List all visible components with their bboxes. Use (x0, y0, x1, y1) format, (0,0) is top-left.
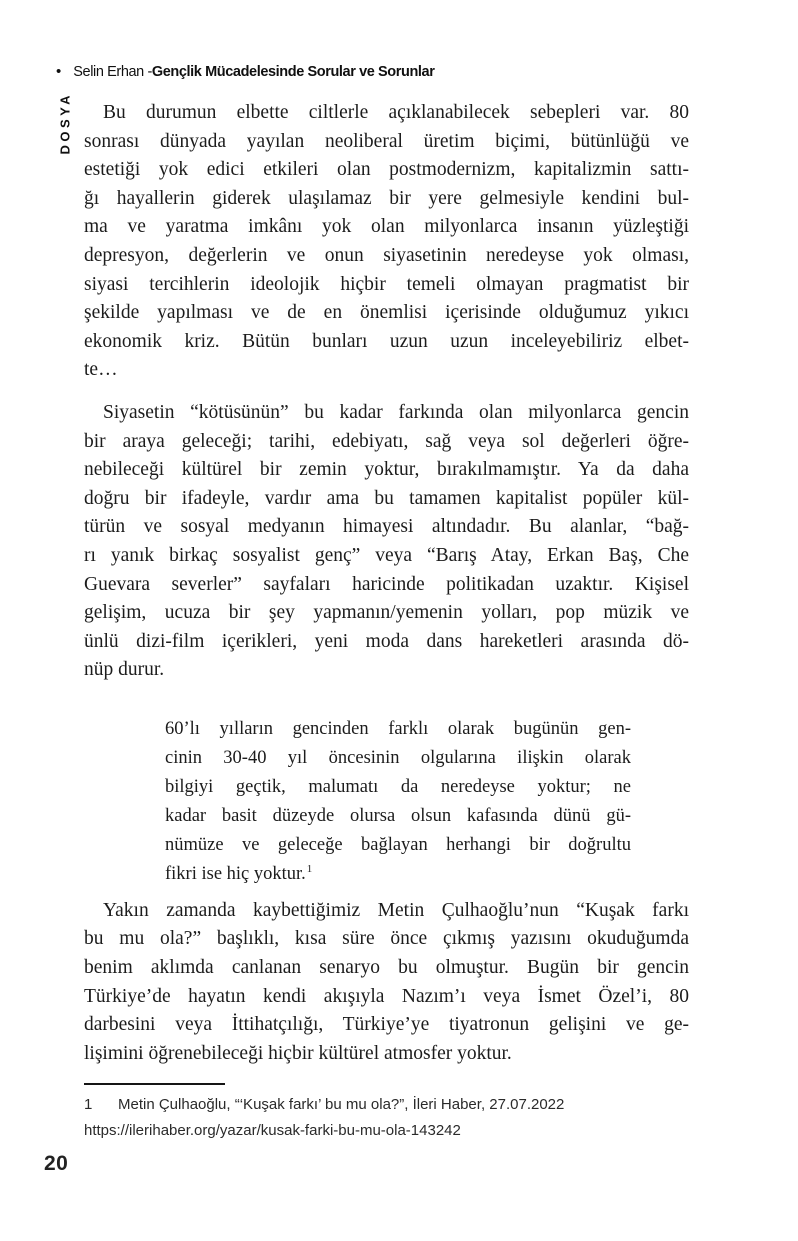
paragraph-2-line-1: Siyasetin “kötüsünün” bu kadar farkında olan milyonlarca gencin (103, 401, 689, 423)
bullet-icon: • (56, 63, 62, 80)
paragraph-1-line-9: ekonomik kriz. Bütün bunları uzun uzun inceleyebiliriz elbet- (84, 330, 689, 352)
paragraph-1-line-2: sonrası dünyada yayılan neoliberal üretim biçimi, bütünlüğü ve (84, 130, 689, 152)
footnote-reference-marker: 1 (306, 862, 313, 875)
paragraph-2-line-2: bir araya geleceği; tarihi, edebiyatı, sağ veya sol değerleri öğre- (84, 430, 689, 452)
paragraph-1-line-3: estetiği yok edici etkileri olan postmodernizm, kapitalizmin sattı- (84, 159, 689, 181)
footnote-number: 1 (84, 1096, 93, 1113)
block-quote-line-1: 60’lı yılların gencinden farklı olarak bugünün gen- (165, 718, 631, 739)
paragraph-1-line-10: te… (84, 359, 118, 381)
body-text-column (84, 99, 689, 1082)
footnote-url: https://ilerihaber.org/yazar/kusak-farki-bu-mu-ola-143242 (84, 1121, 461, 1139)
paragraph-1-line-1: Bu durumun elbette ciltlerle açıklanabilecek sebepleri var. 80 (103, 102, 689, 123)
paragraph-2-line-4: doğru bir ifadeyle, vardır ama bu tamamen kapitalist popüler kül- (84, 487, 689, 509)
section-side-label: DOSYA (57, 91, 73, 155)
block-quote-line-3: bilgiyi geçtik, malumatı da neredeyse yoktur; ne (165, 776, 631, 797)
paragraph-3-line-4: Türkiye’de hayatın kendi akışıyla Nazım’ı veya İsmet Özel’i, 80 (84, 985, 689, 1007)
paragraph-3-line-3: benim aklımda canlanan senaryo bu olmuştur. Bugün bir gencin (84, 957, 689, 979)
paragraph-2-line-8: gelişim, ucuza bir şey yapmanın/yemenin yolları, pop müzik ve (84, 602, 689, 624)
paragraph-3-line-5: darbesini veya İttihatçılığı, Türkiye’ye tiyatronun gelişini ve ge- (84, 1014, 689, 1036)
paragraph-2-line-3: nebileceği kültürel bir zemin yoktur, bırakılmamıştır. Ya da daha (84, 459, 689, 481)
page-number: 20 (44, 1152, 69, 1175)
block-quote-line-5: nümüze ve geleceğe bağlayan herhangi bir doğrultu (165, 834, 631, 855)
running-header (56, 63, 434, 80)
footnote-text: Metin Çulhaoğlu, “‘Kuşak farkı’ bu mu ola?”, İleri Haber, 27.07.2022 (118, 1096, 565, 1113)
paragraph-1-line-6: depresyon, değerlerin ve onun siyasetinin neredeyse yok olması, (84, 244, 689, 266)
block-quote-line-4: kadar basit düzeyde olursa olsun kafasında dünü gü- (165, 805, 631, 826)
paragraph-2 (84, 399, 689, 685)
paragraph-3-line-1: Yakın zamanda kaybettiğimiz Metin Çulhaoğlu’nun “Kuşak farkı (103, 899, 689, 921)
paragraph-1-line-5: ma ve yaratma imkânı yok olan milyonlarca insanın yüzleştiği (84, 216, 689, 238)
footnote-entry (84, 1092, 704, 1118)
header-article-title: Gençlik Mücadelesinde Sorular ve Sorunlar (151, 63, 435, 80)
paragraph-1-line-4: ğı hayallerin giderek ulaşılamaz bir yere gelmesiyle kendini bul- (84, 187, 689, 209)
paragraph-1-line-7: siyasi tercihlerin ideolojik hiçbir temeli olmayan pragmatist bir (84, 273, 689, 295)
footnote-separator-rule (84, 1083, 225, 1085)
paragraph-2-line-7: Guevara severler” sayfaları haricinde politikadan uzaktır. Kişisel (84, 573, 689, 595)
paragraph-3-line-6: lişimini öğrenebileceği hiçbir kültürel atmosfer yoktur. (84, 1042, 512, 1064)
block-quote-line-2: cinin 30-40 yıl öncesinin olgularına ilişkin olarak (165, 747, 631, 768)
paragraph-1-line-8: şekilde yapılması ve de en önemlisi içerisinde olduğumuz yıkıcı (84, 302, 689, 324)
paragraph-2-line-6: rı yanık birkaç sosyalist genç” veya “Barış Atay, Erkan Baş, Che (84, 544, 689, 566)
block-quote (165, 715, 631, 889)
paragraph-3 (84, 897, 689, 1069)
paragraph-3-line-2: bu mu ola?” başlıklı, kısa süre önce çıkmış yazısını okuduğumda (84, 928, 689, 950)
paragraph-2-line-9: ünlü dizi-film içerikleri, yeni moda dans hareketleri arasında dö- (84, 630, 689, 652)
header-author: Selin Erhan - (73, 63, 152, 80)
paragraph-2-line-5: türün ve sosyal medyanın himayesi altındadır. Bu alanlar, “bağ- (84, 516, 689, 538)
block-quote-line-6: fikri ise hiç yoktur.$^1$ (165, 862, 313, 884)
paragraph-2-line-10: nüp durur. (84, 659, 165, 681)
paragraph-1 (84, 99, 689, 385)
footnote-block (84, 1083, 704, 1143)
